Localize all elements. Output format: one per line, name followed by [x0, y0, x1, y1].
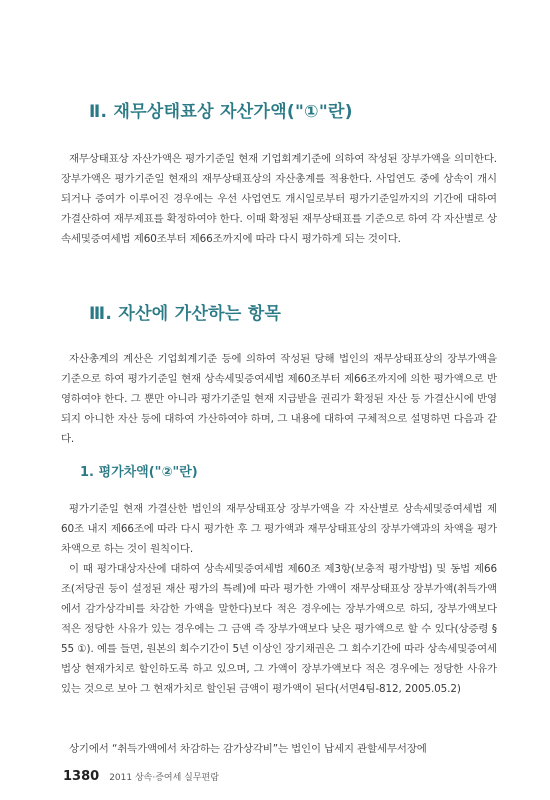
section-2-paragraph: 재무상태표상 자산가액은 평가기준일 현재 기업회계기준에 의하여 작성된 장부가액을 의미한다. 장부가액은 평가기준일 현재의 재무상태표상의 자산총계를 적용한다. 사업연도 중에 상속이 개시되거나 증여가 이루어진 경우에는 우선 사업연도 개시일로부터 평가기준일까지의 기간에 대하여 가결산하여 재무제표를 확정하여야 한다. 이때 확정된 재무상태표를 기준으로 하여 각 자산별로 상속세및증여세법 제60조부터 제66조까지에 따라 다시 평가하게 되는 것이다. [61, 153, 497, 245]
subsection-1-paragraph-2: 이 때 평가대상자산에 대하여 상속세및증여세법 제60조 제3항(보충적 평가방법) 및 동법 제66조(저당권 등이 설정된 재산 평가의 특례)에 따라 평가한 가액이 재무상태표상 장부가액(취득가액에서 감가상각비를 차감한 가액을 말한다)보다 적은 경우에는 장부가액으로 하되, 장부가액보다 적은 정당한 사유가 있는 경우에는 그 금액 즉 장부가액보다 낮은 평가액으로 할 수 있다(상증령 § 55 ①). 예를 들면, 원본의 회수기간이 5년 이상인 장기채권은 그 회수기간에 따라 상속세및증여세법상 현재가치로 할인하도록 하고 있으며, 그 가액이 장부가액보다 적은 경우에는 정당한 사유가 있는 것으로 보아 그 현재가치로 할인된 금액이 평가액이 된다(서면4팀-812, 2005.05.2) [61, 563, 497, 695]
subsection-1-paragraph-1: 평가기준일 현재 가결산한 법인의 재무상태표상 장부가액을 각 자산별로 상속세및증여세법 제60조 내지 제66조에 따라 다시 평가한 후 그 평가액과 재무상태표상의 장부가액과의 차액을 평가차액으로 하는 것이 원칙이다. [61, 503, 497, 555]
page-number: 1380 [63, 769, 100, 784]
section-3-paragraph: 자산총계의 계산은 기업회계기준 등에 의하여 작성된 당해 법인의 재무상태표상의 장부가액을 기준으로 하여 평가기준일 현재 상속세및증여세법 제60조부터 제66조까지에 의한 평가액으로 반영하여야 한다. 그 뿐만 아니라 평가기준일 현재 지급받을 권리가 확정된 자산 등 가결산시에 반영되지 아니한 자산 등에 대하여 가산하여야 하며, 그 내용에 대하여 구체적으로 설명하면 다음과 같다. [61, 353, 497, 445]
book-title: 2011 상속·증여세 실무편람 [109, 773, 219, 783]
page-footer [63, 769, 219, 784]
subsection-1-paragraph-3: 상기에서 “취득가액에서 차감하는 감가상각비”는 법인이 납세지 관할세무서장에 [69, 743, 427, 755]
subsection-title-1: 1. 평가차액("②"란) [80, 465, 198, 480]
section-title-2: Ⅱ. 재무상태표상 자산가액("①"란) [89, 102, 353, 122]
section-title-3: Ⅲ. 자산에 가산하는 항목 [89, 304, 282, 324]
